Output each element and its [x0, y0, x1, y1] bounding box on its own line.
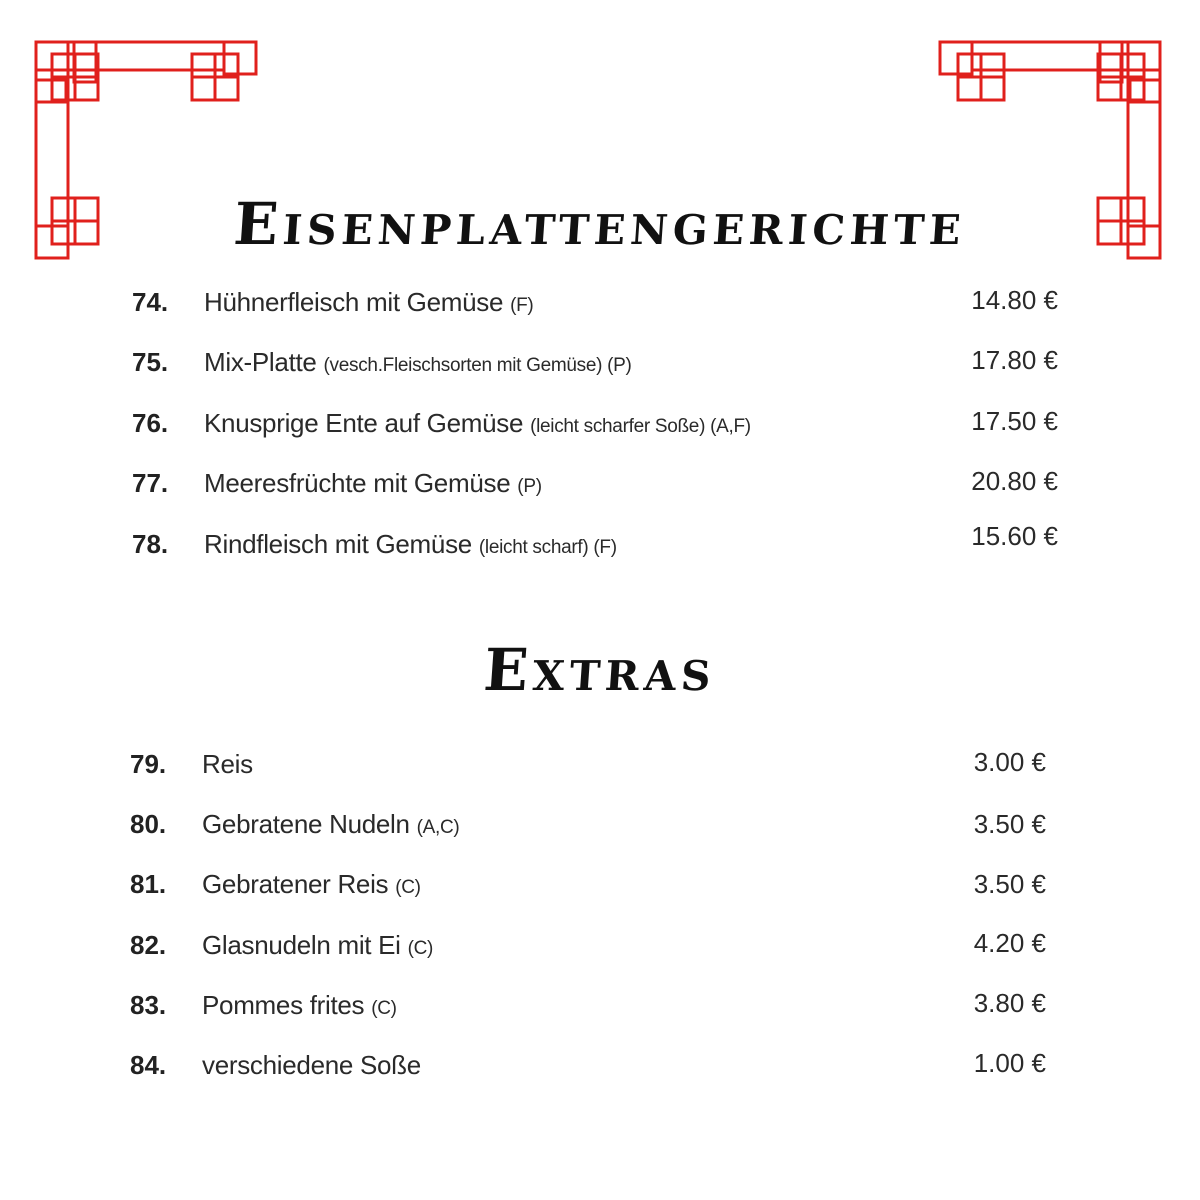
menu-item [130, 1045, 1050, 1085]
menu-item [132, 463, 1062, 503]
item-note: (C) [371, 998, 397, 1019]
item-price: 14.80 € [971, 285, 1058, 315]
menu-item [132, 403, 1062, 443]
item-number: 78. [132, 529, 169, 559]
item-number: 81. [130, 869, 167, 899]
item-note: (leicht scharfer Soße) (A,F) [530, 416, 751, 437]
item-price: 4.20 € [973, 928, 1046, 958]
menu-item [132, 521, 1062, 564]
item-name-wrap [202, 804, 459, 848]
menu-item [130, 804, 1050, 844]
item-note: (C) [395, 877, 421, 898]
item-name-wrap [204, 342, 632, 386]
item-number: 83. [130, 990, 167, 1020]
item-name: Meeresfrüchte mit Gemüse [204, 468, 511, 498]
item-name-wrap [204, 282, 533, 326]
item-number: 84. [130, 1050, 167, 1080]
item-number: 76. [132, 408, 169, 438]
section-title-extras: Extras [481, 636, 719, 704]
item-name-wrap [202, 985, 397, 1029]
menu-item [132, 342, 1062, 382]
menu-item [130, 985, 1050, 1025]
item-price: 17.80 € [971, 345, 1058, 375]
item-name: Rindfleisch mit Gemüse [204, 529, 472, 559]
item-name-wrap [202, 1045, 421, 1089]
item-name: Reis [202, 749, 253, 779]
item-note: (F) [510, 295, 534, 316]
item-number: 80. [130, 809, 167, 839]
menu-item [130, 744, 1050, 784]
item-price: 17.50 € [971, 406, 1058, 436]
item-price: 3.00 € [973, 747, 1046, 777]
item-name: Hühnerfleisch mit Gemüse [204, 287, 504, 317]
menu-item [132, 282, 1062, 322]
item-note: (A,C) [416, 817, 460, 838]
item-price: 3.50 € [973, 809, 1046, 839]
item-note: (leicht scharf) (F) [478, 537, 617, 558]
menu-item [130, 864, 1050, 904]
item-name-wrap [202, 864, 421, 908]
item-note: (C) [407, 938, 434, 959]
item-number: 77. [132, 468, 169, 498]
item-name: Gebratener Reis [202, 869, 389, 899]
item-price: 20.80 € [971, 466, 1058, 496]
item-price: 1.00 € [973, 1048, 1046, 1078]
item-note: (P) [517, 476, 542, 497]
item-name-wrap [204, 403, 751, 447]
item-name-wrap [204, 524, 617, 568]
item-note: (vesch.Fleischsorten mit Gemüse) (P) [323, 355, 632, 376]
item-number: 74. [132, 287, 169, 317]
item-price: 3.80 € [973, 988, 1046, 1018]
item-name-wrap [202, 744, 253, 788]
item-name-wrap [202, 925, 433, 969]
item-price: 3.50 € [973, 869, 1046, 899]
item-name: Pommes frites [202, 990, 365, 1020]
item-name: Knusprige Ente auf Gemüse [204, 408, 524, 438]
section-title-eisenplattengerichte: Eisenplattengerichte [231, 190, 969, 258]
item-name: Mix-Platte [204, 347, 317, 377]
item-name-wrap [204, 463, 542, 507]
item-number: 82. [130, 930, 167, 960]
item-name: verschiedene Soße [202, 1050, 421, 1080]
item-name: Gebratene Nudeln [202, 809, 410, 839]
item-number: 79. [130, 749, 167, 779]
item-price: 15.60 € [971, 521, 1058, 551]
item-number: 75. [132, 347, 169, 377]
item-name: Glasnudeln mit Ei [202, 930, 401, 960]
menu-item [130, 925, 1050, 965]
